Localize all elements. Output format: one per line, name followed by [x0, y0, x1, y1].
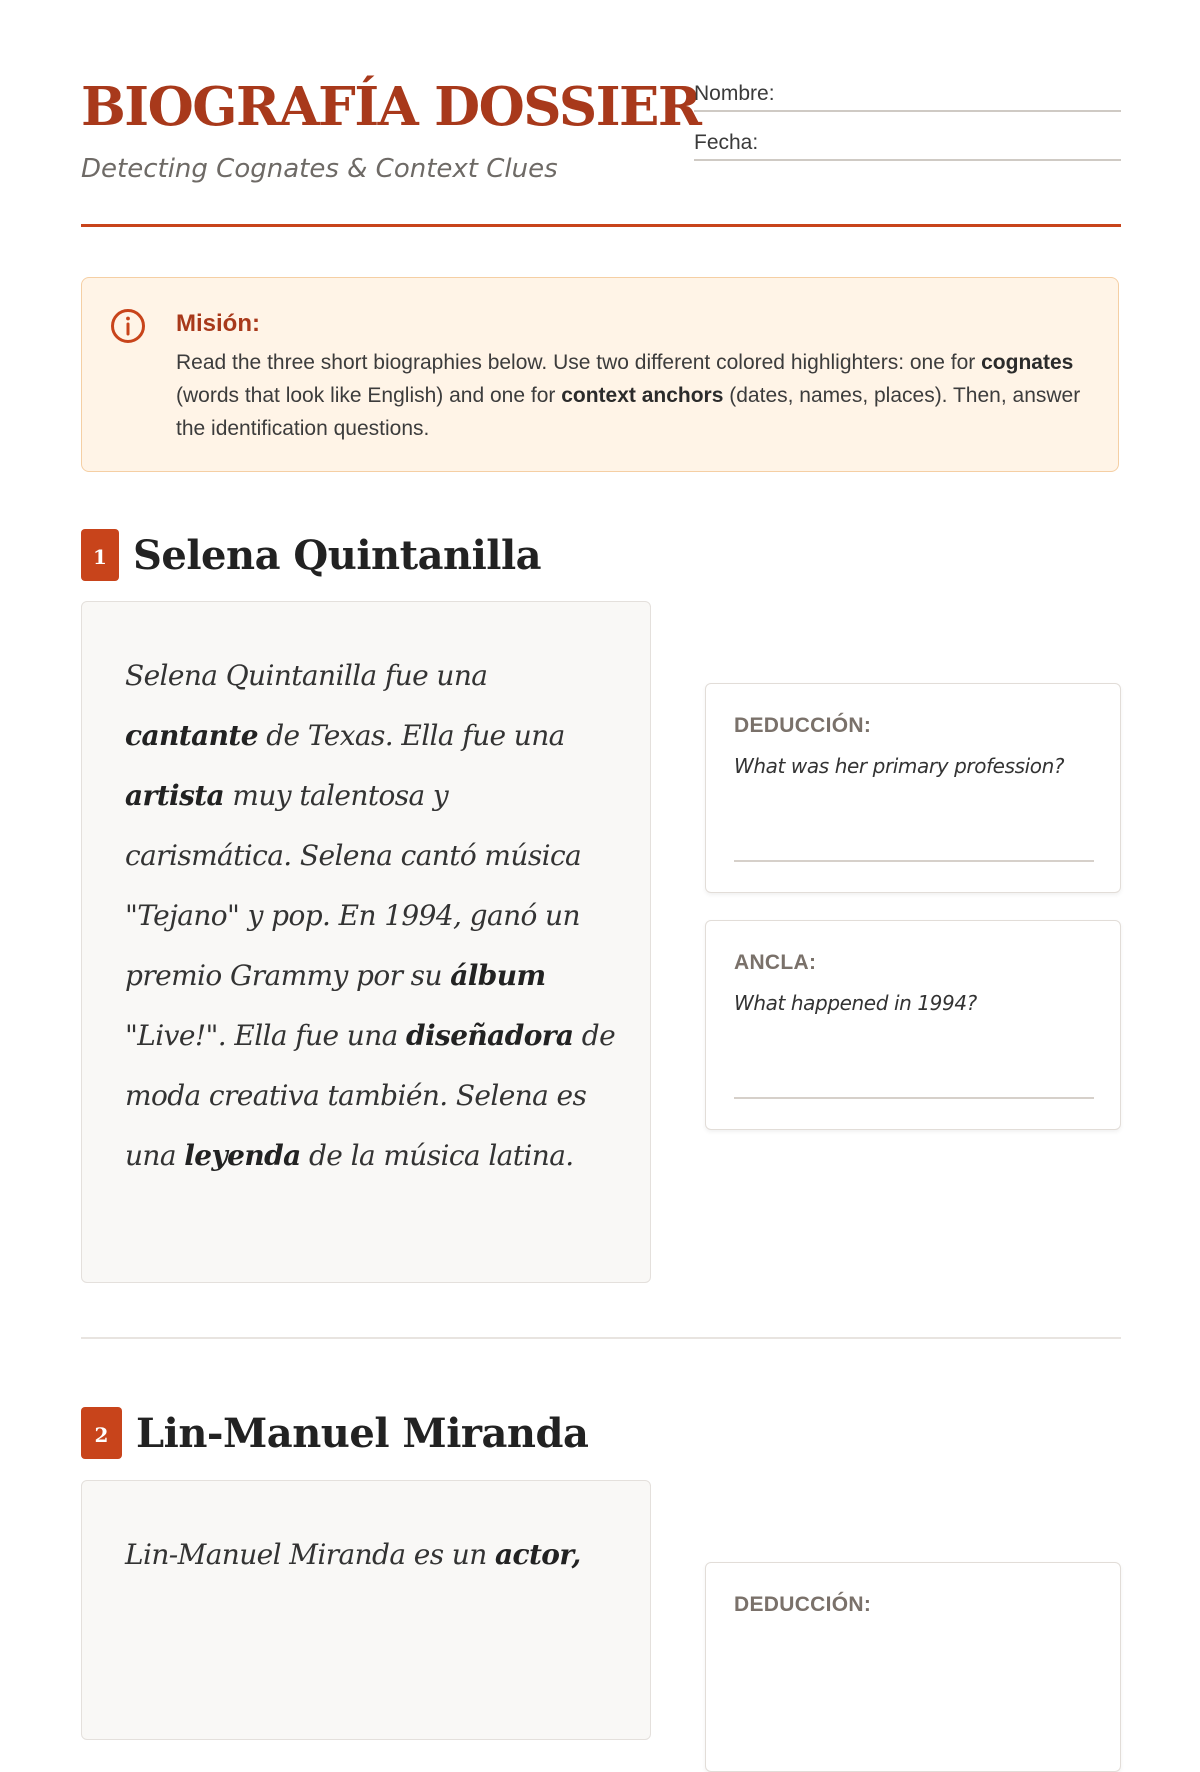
mission-instructions: Read the three short biographies below. Use two different colored highlighters: one for cognates (words that look like English) and one for context anchors (dates, names, places). Then, answer the identification questions. — [176, 351, 1081, 440]
biography-card-2 — [81, 1480, 651, 1740]
name-field-label: Nombre: — [694, 82, 775, 105]
answer-line[interactable] — [734, 860, 1094, 862]
cognate-word: cantante — [125, 719, 258, 752]
biography-text — [125, 1525, 620, 1585]
section-number-badge: 2 — [81, 1407, 122, 1459]
info-icon — [110, 308, 146, 344]
question-text: What happened in 1994? — [734, 991, 977, 1015]
question-label: ANCLA: — [734, 951, 817, 974]
section-divider — [81, 1337, 1121, 1339]
bio-text-run: de moda creativa también. Selena es una — [125, 1019, 616, 1172]
question-card-ancla[interactable] — [705, 920, 1121, 1130]
bio-text-run: de Texas. Ella fue una — [257, 719, 565, 752]
section-number-badge: 1 — [81, 529, 119, 581]
question-text: What was her primary profession? — [734, 754, 1065, 778]
cognate-word: diseñadora — [406, 1019, 574, 1052]
biography-card-1 — [81, 601, 651, 1283]
date-field-label: Fecha: — [694, 131, 759, 154]
worksheet-header — [81, 0, 1121, 227]
page-subtitle: Detecting Cognates & Context Clues — [81, 154, 558, 184]
biography-text — [125, 646, 620, 1186]
cognate-word: leyenda — [184, 1139, 301, 1172]
question-card-deduccion[interactable] — [705, 1562, 1121, 1772]
date-field[interactable] — [694, 131, 1121, 161]
bio-text-run: Selena Quintanilla fue una — [125, 659, 488, 692]
bio-text-run: de la música latina. — [300, 1139, 574, 1172]
cognate-word: actor, — [494, 1538, 581, 1571]
section-title: Lin-Manuel Miranda — [136, 1410, 589, 1457]
mission-title: Misión: — [176, 310, 260, 337]
name-field[interactable] — [694, 82, 1121, 112]
question-label: DEDUCCIÓN: — [734, 1593, 872, 1616]
cognate-word: artista — [125, 779, 225, 812]
answer-line[interactable] — [734, 1097, 1094, 1099]
question-card-deduccion[interactable] — [705, 683, 1121, 893]
bio-text-run: muy talentosa y carismática. Selena cantó música "Tejano" y pop. En 1994, ganó un premio Grammy por su — [125, 779, 582, 992]
bio-text-run: "Live!". Ella fue una — [125, 1019, 407, 1052]
mission-box — [81, 277, 1119, 472]
page-title: BIOGRAFÍA DOSSIER — [81, 76, 701, 138]
section-title: Selena Quintanilla — [133, 532, 542, 579]
question-label: DEDUCCIÓN: — [734, 714, 872, 737]
bio-text-run: Lin-Manuel Miranda es un — [125, 1538, 495, 1571]
cognate-word: álbum — [450, 959, 546, 992]
